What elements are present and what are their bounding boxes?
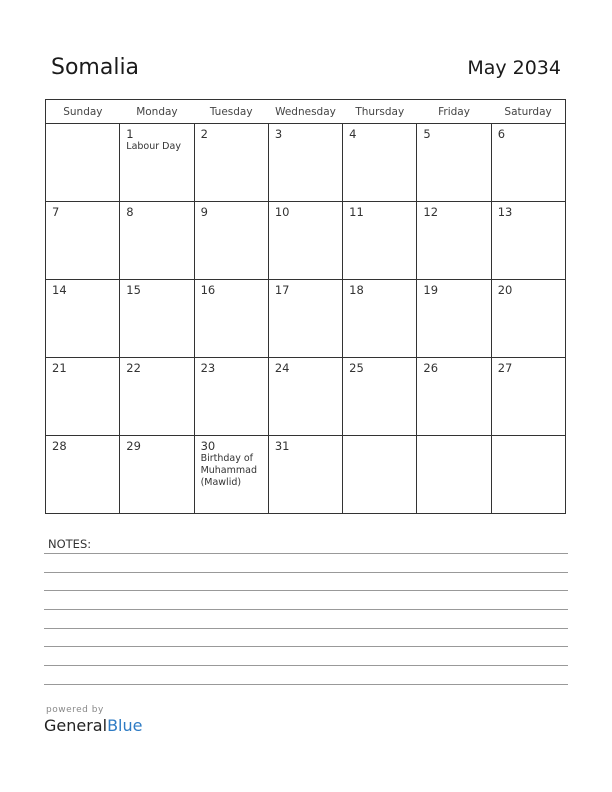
note-line [44,684,568,685]
day-number: 30 [200,439,216,453]
week-row [46,202,566,280]
week-row [46,124,566,202]
day-number: 9 [200,205,208,219]
weekday-sunday: Sunday [46,100,120,124]
day-cell [343,202,417,280]
day-number: 14 [52,283,67,297]
logo-general: General [44,716,108,735]
country-title: Somalia [51,55,140,80]
note-line [44,590,568,591]
day-cell [194,202,268,280]
weekday-thursday: Thursday [343,100,417,124]
day-number: 29 [126,439,141,453]
day-cell [417,124,491,202]
day-cell [120,280,194,358]
day-number: 22 [126,361,141,375]
weekday-tuesday: Tuesday [194,100,268,124]
calendar-grid [45,99,566,514]
note-line [44,628,568,629]
day-cell [343,436,417,514]
day-number: 26 [423,361,439,375]
powered-by-text: powered by [46,705,104,715]
day-cell [194,436,268,514]
day-cell [120,358,194,436]
day-number: 2 [200,127,208,141]
day-cell [268,202,342,280]
day-number: 27 [497,361,513,375]
day-cell [46,124,120,202]
day-cell [268,358,342,436]
day-number: 8 [126,205,134,219]
note-line [44,572,568,573]
day-cell [491,280,565,358]
day-cell [194,358,268,436]
month-year-title: May 2034 [467,57,561,79]
generalblue-logo [44,716,142,735]
day-number: 17 [274,283,290,297]
day-number: 1 [126,127,134,141]
day-cell [491,124,565,202]
logo-blue: Blue [107,716,143,735]
day-number: 20 [497,283,513,297]
day-number: 31 [274,439,290,453]
day-cell [46,358,120,436]
day-cell [417,358,491,436]
day-event: Labour Day [126,141,181,152]
day-cell [417,280,491,358]
day-number: 16 [200,283,216,297]
day-cell [268,280,342,358]
day-number: 24 [274,361,290,375]
day-number: 7 [52,205,60,219]
day-number: 6 [497,127,506,141]
note-line [44,609,568,610]
day-cell [343,280,417,358]
note-line [44,665,568,666]
day-event: Birthday of Muhammad (Mawlid) [200,453,257,488]
day-cell [491,436,565,514]
weekday-wednesday: Wednesday [268,100,342,124]
day-number: 23 [200,361,216,375]
day-cell [417,202,491,280]
day-cell [268,124,342,202]
note-line [44,646,568,647]
day-number: 5 [423,127,431,141]
day-number: 10 [274,205,290,219]
day-number: 4 [349,127,357,141]
day-number: 19 [423,283,439,297]
day-cell [491,202,565,280]
day-number: 12 [423,205,439,219]
notes-label: NOTES: [48,537,92,551]
weekday-monday: Monday [120,100,194,124]
day-number: 28 [52,439,67,453]
week-row [46,436,566,514]
day-cell [46,436,120,514]
weekday-friday: Friday [417,100,491,124]
week-row [46,280,566,358]
day-cell [46,280,120,358]
day-number: 3 [274,127,283,141]
day-number: 21 [52,361,67,375]
day-cell [194,124,268,202]
day-cell [46,202,120,280]
weekday-saturday: Saturday [491,100,565,124]
day-number: 11 [349,205,364,219]
day-cell [120,124,194,202]
day-cell [120,436,194,514]
day-cell [194,280,268,358]
day-cell [417,436,491,514]
note-line [44,553,568,554]
weekday-header-row [46,100,566,124]
day-number: 18 [349,283,364,297]
day-number: 13 [497,205,513,219]
week-row [46,358,566,436]
day-cell [343,358,417,436]
day-number: 15 [126,283,141,297]
day-cell [120,202,194,280]
day-number: 25 [349,361,364,375]
day-cell [491,358,565,436]
day-cell [343,124,417,202]
day-cell [268,436,342,514]
